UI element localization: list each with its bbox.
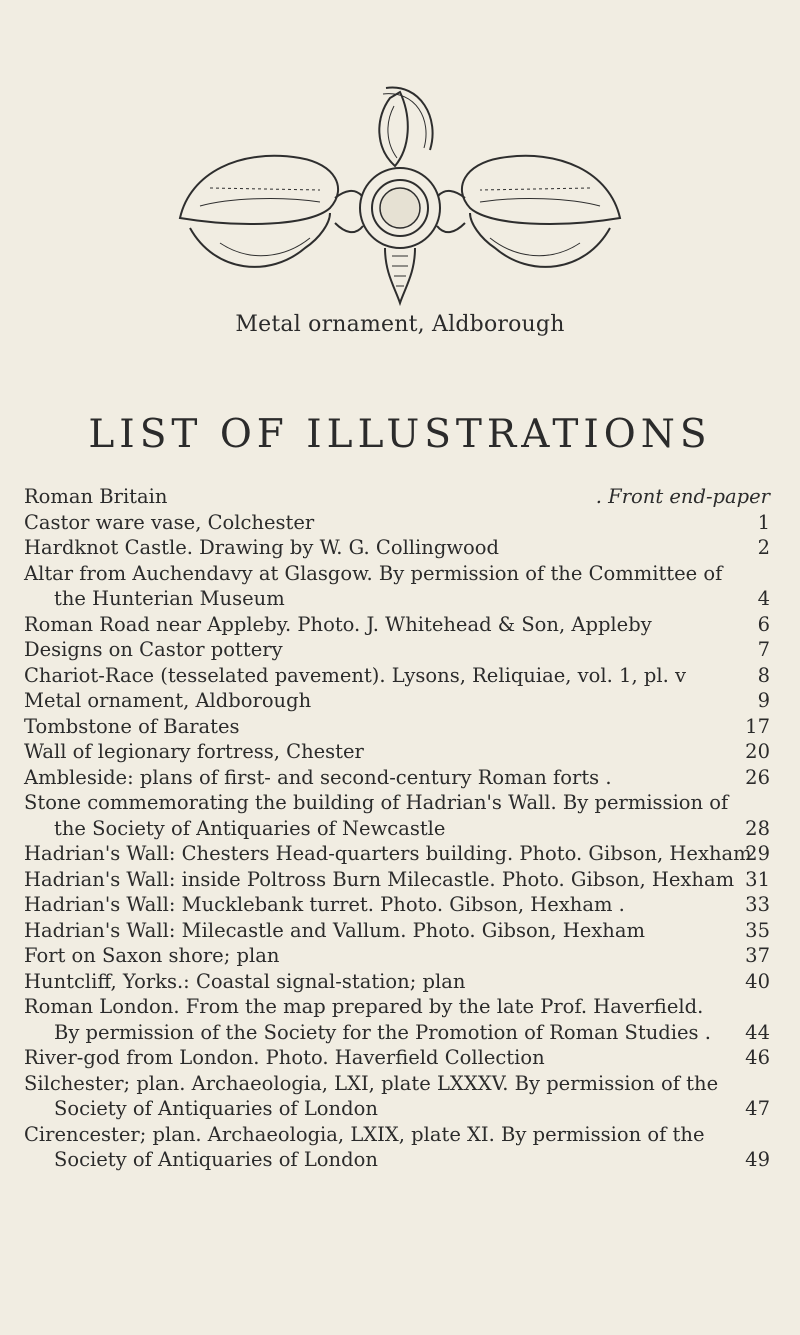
ornament-caption: Metal ornament, Aldborough <box>235 312 565 337</box>
list-item <box>24 561 770 612</box>
entry-text: Hardknot Castle. Drawing by W. G. Collingwood <box>24 536 499 559</box>
list-item <box>24 969 770 995</box>
entry-text: Hadrian's Wall: Chesters Head-quarters building. Photo. Gibson, Hexham <box>24 842 752 865</box>
entry-text-continued: Society of Antiquaries of London <box>54 1097 378 1120</box>
entry-text: Cirencester; plan. Archaeologia, LXIX, plate XI. By permission of the <box>24 1122 705 1146</box>
list-item <box>24 637 770 663</box>
entry-text: Huntcliff, Yorks.: Coastal signal-station; plan <box>24 969 466 993</box>
page-number: 7 <box>757 638 770 661</box>
entry-text-continued: Society of Antiquaries of London <box>54 1148 378 1171</box>
page-number: 29 <box>745 842 770 865</box>
page-number: 26 <box>745 765 770 789</box>
entry-text: Roman Road near Appleby. Photo. J. Whitehead & Son, Appleby <box>24 612 652 636</box>
list-item <box>24 510 770 536</box>
page-number: 28 <box>745 816 770 840</box>
page-number: 47 <box>745 1097 770 1120</box>
entry-text: Tombstone of Barates <box>24 714 240 738</box>
metal-ornament-drawing <box>120 78 680 308</box>
entry-text: Castor ware vase, Colchester <box>24 510 315 534</box>
page-number: 20 <box>745 740 770 763</box>
entry-text: Chariot-Race (tesselated pavement). Lysons, Reliquiae, vol. 1, pl. v <box>24 663 686 687</box>
list-item <box>24 867 770 893</box>
page-number: . Front end-paper <box>595 485 770 508</box>
entry-text: Hadrian's Wall: Milecastle and Vallum. Photo. Gibson, Hexham <box>24 918 645 942</box>
list-item <box>24 994 770 1045</box>
page-number: 44 <box>745 1020 770 1044</box>
entry-text-continued: By permission of the Society for the Promotion of Roman Studies . <box>54 1020 711 1044</box>
entry-text: Fort on Saxon shore; plan <box>24 944 280 967</box>
page-number: 49 <box>745 1148 770 1171</box>
page-number: 2 <box>757 536 770 559</box>
list-item <box>24 1045 770 1071</box>
entry-text: Wall of legionary fortress, Chester <box>24 740 364 763</box>
list-item <box>24 484 770 510</box>
list-item <box>24 612 770 638</box>
list-item <box>24 943 770 969</box>
ornament-illustration <box>0 78 800 308</box>
page-number: 46 <box>745 1046 770 1069</box>
entry-text: Metal ornament, Aldborough <box>24 689 312 712</box>
entry-text: Designs on Castor pottery <box>24 638 283 661</box>
page-number: 4 <box>757 587 770 610</box>
list-item <box>24 1071 770 1122</box>
page-number: 33 <box>745 893 770 916</box>
list-item <box>24 739 770 765</box>
list-item <box>24 841 770 867</box>
page-heading: LIST OF ILLUSTRATIONS <box>88 412 712 457</box>
list-item <box>24 918 770 944</box>
page-number: 40 <box>745 969 770 993</box>
entry-text: River-god from London. Photo. Haverfield Collection <box>24 1046 545 1069</box>
page-number: 9 <box>757 689 770 712</box>
illustrations-list <box>24 484 770 1173</box>
list-item <box>24 892 770 918</box>
page-number: 37 <box>745 944 770 967</box>
list-item <box>24 790 770 841</box>
entry-text-continued: the Hunterian Museum <box>54 587 285 610</box>
entry-text: Ambleside: plans of first- and second-century Roman forts . <box>24 765 612 789</box>
entry-text: Stone commemorating the building of Hadrian's Wall. By permission of <box>24 791 729 814</box>
page-number: 35 <box>745 918 770 942</box>
page-number: 17 <box>745 714 770 738</box>
entry-text-continued: the Society of Antiquaries of Newcastle <box>54 816 446 840</box>
page-number: 31 <box>745 867 770 891</box>
page-number: 8 <box>757 663 770 687</box>
list-item <box>24 765 770 791</box>
entry-text: Roman Britain <box>24 485 168 508</box>
page-number: 1 <box>757 510 770 534</box>
list-item <box>24 714 770 740</box>
list-item <box>24 688 770 714</box>
entry-text: Hadrian's Wall: inside Poltross Burn Milecastle. Photo. Gibson, Hexham <box>24 867 735 891</box>
list-item <box>24 1122 770 1173</box>
page-number: 6 <box>757 612 770 636</box>
entry-text: Silchester; plan. Archaeologia, LXI, plate LXXXV. By permission of the <box>24 1071 719 1095</box>
entry-text: Hadrian's Wall: Mucklebank turret. Photo. Gibson, Hexham . <box>24 893 625 916</box>
entry-text: Roman London. From the map prepared by the late Prof. Haverfield. <box>24 995 704 1018</box>
entry-text: Altar from Auchendavy at Glasgow. By permission of the Committee of <box>24 561 723 585</box>
list-item <box>24 663 770 689</box>
list-item <box>24 535 770 561</box>
